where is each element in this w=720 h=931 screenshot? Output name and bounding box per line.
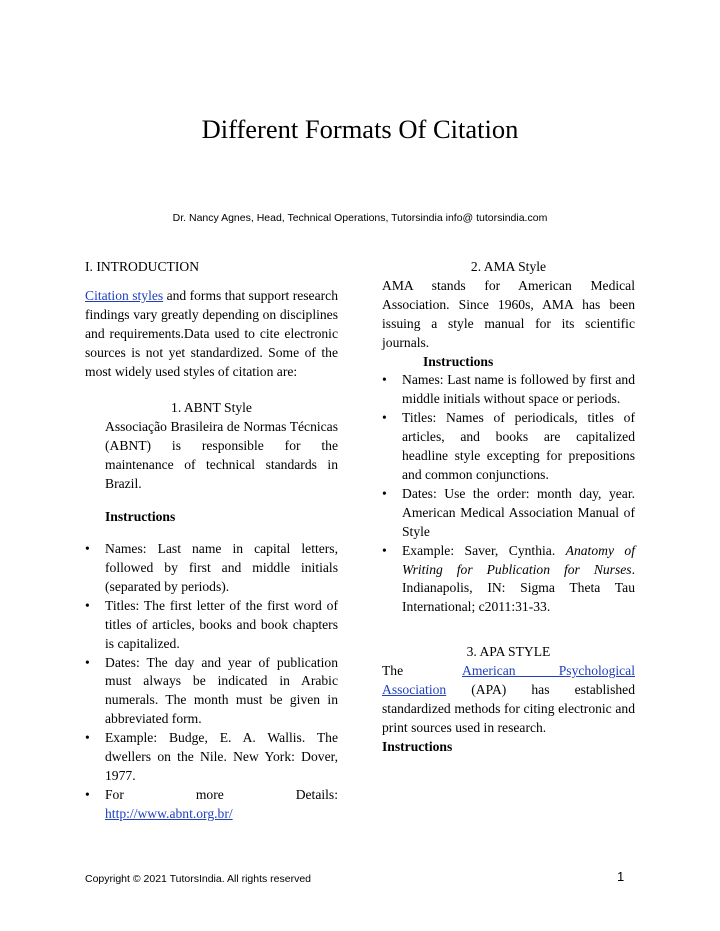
bullet-dot-icon: • [382,410,387,426]
list-item-text: Dates: Use the order: month day, year. American Medical Association Manual of Style [402,485,635,539]
list-item [382,542,635,618]
apa-link-part1[interactable]: American Psychological [462,663,635,679]
list-item-text: Dates: The day and year of publication must always be indicated in Arabic numerals. The month must be given in abbreviated form. [105,654,338,727]
bullet-dot-icon: • [85,597,90,613]
copyright-footer: Copyright © 2021 TutorsIndia. All rights reserved [85,873,312,885]
page-title: Different Formats Of Citation [201,114,519,144]
list-item [85,786,338,824]
abnt-heading: 1. ABNT Style [171,400,252,416]
bullet-dot-icon: • [382,485,387,501]
ama-instructions-label: Instructions [423,353,494,369]
list-item [382,371,635,409]
bullet-dot-icon: • [85,541,90,557]
example-suffix: . Indianapolis, IN: Sigma Theta Tau International; c2011:31-33. [402,561,635,615]
list-item [85,540,338,597]
list-item-text: Names: Last name in capital letters, followed by first and middle initials (separated by periods). [105,541,338,594]
author-byline: Dr. Nancy Agnes, Head, Technical Operations, Tutorsindia info@ tutorsindia.com [172,212,548,224]
right-column [382,258,635,757]
ama-heading: 2. AMA Style [470,259,547,274]
details-word-for: For [105,786,124,802]
apa-the: The [382,663,404,679]
abnt-description: Associação Brasileira de Normas Técnicas (ABNT) is responsible for the maintenance of technical standards in Brazil. [105,419,338,492]
apa-association-link[interactable]: Association [382,682,447,698]
left-column [85,258,338,824]
example-book-title: Anatomy of Writing for Publication for Nurses [402,542,635,577]
details-line [105,786,338,805]
citation-styles-link[interactable]: Citation styles [85,287,164,303]
intro-heading: I. INTRODUCTION [85,259,200,274]
ama-bullet-list [382,371,635,617]
list-item-text: Titles: Names of periodicals, titles of articles, and books are capitalized headline style excepting for prepositions and common conjunctions. [402,410,635,482]
intro-paragraph [85,287,338,382]
ama-description: AMA stands for American Medical Association. Since 1960s, AMA has been issuing a style manual for its scientific journals. [382,277,635,350]
page-number: 1 [617,869,625,884]
list-item [382,485,635,542]
bullet-dot-icon: • [85,654,90,670]
list-item [85,654,338,730]
bullet-dot-icon: • [85,730,90,746]
details-word-details: Details: [295,786,338,802]
apa-instructions-label: Instructions [382,738,453,754]
abnt-instructions-label: Instructions [105,508,176,524]
abnt-website-link[interactable]: http://www.abnt.org.br/ [105,805,233,821]
list-item [85,597,338,654]
abnt-bullet-list [85,540,338,824]
apa-first-line [382,662,635,681]
list-item-text: Titles: The first letter of the first word of titles of articles, books and book chapters is capitalized. [105,597,338,651]
details-word-more: more [195,786,224,802]
list-item [382,409,635,485]
bullet-dot-icon: • [382,542,387,558]
list-item-text: Names: Last name is followed by first and middle initials without space or periods. [402,372,635,407]
example-prefix: Example: Saver, Cynthia. [402,542,566,558]
apa-text: (APA) has established standardized methods for citing electronic and print sources used in research. [382,682,635,735]
intro-text: and forms that support research findings vary greatly depending on disciplines and requirements.Data used to cite electronic sources is not yet standardized. Some of the most widely used styles of citation are: [85,287,338,379]
bullet-dot-icon: • [382,372,387,388]
apa-heading: 3. APA STYLE [466,644,551,660]
apa-description [382,662,635,738]
list-item [85,729,338,786]
list-item-text: Example: Budge, E. A. Wallis. The dwellers on the Nile. New York: Dover, 1977. [105,730,338,783]
bullet-dot-icon: • [85,786,90,802]
